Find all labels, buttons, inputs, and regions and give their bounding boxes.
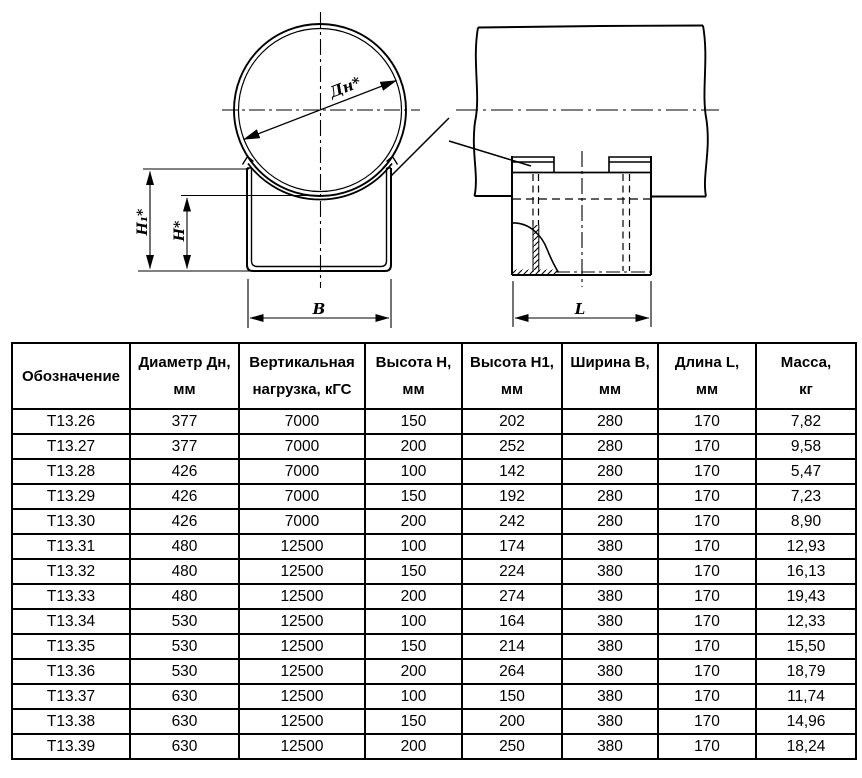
- pipe-top-edge: [478, 26, 703, 28]
- table-cell: 530: [130, 634, 239, 659]
- table-cell: 7000: [239, 459, 365, 484]
- table-cell: Т13.27: [12, 434, 130, 459]
- table-cell: 12500: [239, 609, 365, 634]
- table-cell: 630: [130, 734, 239, 759]
- table-row: [12, 684, 856, 709]
- table-cell: 12500: [239, 684, 365, 709]
- table-row: [12, 409, 856, 434]
- table-row: [12, 634, 856, 659]
- table-cell: 200: [365, 734, 462, 759]
- table-row: [12, 484, 856, 509]
- table-cell: Т13.32: [12, 559, 130, 584]
- table-body: [12, 409, 856, 759]
- table-cell: 242: [462, 509, 562, 534]
- table-cell: 12500: [239, 734, 365, 759]
- table-cell: 170: [658, 459, 756, 484]
- label-height-h1: Н₁*: [135, 208, 151, 236]
- table-cell: 274: [462, 584, 562, 609]
- table-cell: 426: [130, 509, 239, 534]
- table-cell: 200: [365, 509, 462, 534]
- table-cell: 7000: [239, 509, 365, 534]
- column-header: Диаметр Дн, мм: [130, 343, 239, 409]
- table-cell: Т13.38: [12, 709, 130, 734]
- section-hatch-wall: [533, 225, 539, 272]
- table-row: [12, 609, 856, 634]
- column-header: Ширина В, мм: [562, 343, 658, 409]
- table-row: [12, 559, 856, 584]
- table-row: [12, 534, 856, 559]
- table-cell: 170: [658, 609, 756, 634]
- column-header: Длина L, мм: [658, 343, 756, 409]
- table-container: [11, 342, 857, 760]
- table-cell: 150: [365, 709, 462, 734]
- table-cell: 150: [365, 634, 462, 659]
- table-cell: 380: [562, 659, 658, 684]
- table-cell: Т13.35: [12, 634, 130, 659]
- table-cell: 174: [462, 534, 562, 559]
- table-cell: 16,13: [756, 559, 856, 584]
- table-cell: Т13.34: [12, 609, 130, 634]
- table-cell: 380: [562, 584, 658, 609]
- table-cell: 7000: [239, 409, 365, 434]
- table-cell: 12500: [239, 634, 365, 659]
- column-header: Вертикальная нагрузка, кГС: [239, 343, 365, 409]
- column-header: Высота Н1, мм: [462, 343, 562, 409]
- pipe-bottom-edge: [475, 196, 707, 197]
- table-row: [12, 584, 856, 609]
- table-cell: 7,82: [756, 409, 856, 434]
- table-cell: 18,24: [756, 734, 856, 759]
- table-cell: 12500: [239, 659, 365, 684]
- table-cell: 15,50: [756, 634, 856, 659]
- table-cell: 100: [365, 534, 462, 559]
- table-row: [12, 709, 856, 734]
- front-view: [135, 12, 420, 328]
- table-cell: Т13.31: [12, 534, 130, 559]
- table-cell: Т13.30: [12, 509, 130, 534]
- support-tab-left: [512, 157, 554, 173]
- table-cell: 170: [658, 634, 756, 659]
- table-cell: 380: [562, 609, 658, 634]
- dimensions-table: [11, 342, 857, 760]
- table-cell: 380: [562, 559, 658, 584]
- table-cell: 150: [462, 684, 562, 709]
- table-cell: 377: [130, 434, 239, 459]
- table-cell: 170: [658, 534, 756, 559]
- table-cell: 12,93: [756, 534, 856, 559]
- column-header: Обозначение: [12, 343, 130, 409]
- dimension-h1: [138, 169, 250, 271]
- table-cell: 200: [365, 659, 462, 684]
- table-cell: 480: [130, 534, 239, 559]
- table-cell: 630: [130, 684, 239, 709]
- table-cell: 150: [365, 409, 462, 434]
- table-cell: 5,47: [756, 459, 856, 484]
- table-row: [12, 509, 856, 534]
- table-cell: 214: [462, 634, 562, 659]
- hidden-wall-lines-right: [623, 174, 630, 271]
- table-cell: 280: [562, 484, 658, 509]
- table-cell: 250: [462, 734, 562, 759]
- table-cell: 8,90: [756, 509, 856, 534]
- table-row: [12, 734, 856, 759]
- table-cell: 280: [562, 509, 658, 534]
- table-cell: 252: [462, 434, 562, 459]
- table-cell: 480: [130, 584, 239, 609]
- table-cell: 630: [130, 709, 239, 734]
- label-width-b: В: [312, 300, 326, 318]
- header-row: [12, 343, 856, 409]
- side-view: [391, 26, 719, 328]
- table-cell: 170: [658, 484, 756, 509]
- table-cell: Т13.39: [12, 734, 130, 759]
- table-cell: 480: [130, 559, 239, 584]
- table-cell: Т13.33: [12, 584, 130, 609]
- label-length-l: L: [574, 300, 586, 318]
- table-cell: 380: [562, 734, 658, 759]
- table-cell: 170: [658, 509, 756, 534]
- pipe-break-line-left: [474, 28, 478, 197]
- table-cell: Т13.28: [12, 459, 130, 484]
- table-cell: 280: [562, 409, 658, 434]
- table-row: [12, 434, 856, 459]
- table-cell: 200: [462, 709, 562, 734]
- column-header: Высота Н, мм: [365, 343, 462, 409]
- table-cell: 200: [365, 584, 462, 609]
- table-cell: 12,33: [756, 609, 856, 634]
- table-cell: 14,96: [756, 709, 856, 734]
- table-cell: 426: [130, 459, 239, 484]
- table-cell: 142: [462, 459, 562, 484]
- table-cell: Т13.26: [12, 409, 130, 434]
- table-cell: 170: [658, 709, 756, 734]
- table-cell: 12500: [239, 709, 365, 734]
- table-cell: Т13.36: [12, 659, 130, 684]
- table-cell: 9,58: [756, 434, 856, 459]
- table-cell: 202: [462, 409, 562, 434]
- table-cell: 170: [658, 559, 756, 584]
- table-cell: 170: [658, 584, 756, 609]
- table-cell: 7000: [239, 434, 365, 459]
- table-cell: 280: [562, 434, 658, 459]
- table-cell: 100: [365, 609, 462, 634]
- table-cell: Т13.37: [12, 684, 130, 709]
- table-cell: 192: [462, 484, 562, 509]
- table-cell: 19,43: [756, 584, 856, 609]
- table-cell: 380: [562, 709, 658, 734]
- table-cell: 170: [658, 659, 756, 684]
- leader-line-2: [449, 141, 531, 166]
- table-cell: 150: [365, 559, 462, 584]
- table-cell: 530: [130, 659, 239, 684]
- table-cell: 11,74: [756, 684, 856, 709]
- support-tab-right: [609, 157, 651, 173]
- label-diameter: Дн*: [326, 73, 364, 102]
- table-row: [12, 659, 856, 684]
- table-cell: 170: [658, 684, 756, 709]
- table-cell: 380: [562, 684, 658, 709]
- table-cell: 377: [130, 409, 239, 434]
- table-cell: 280: [562, 459, 658, 484]
- table-cell: 12500: [239, 534, 365, 559]
- section-hatch-bottom: [513, 270, 558, 276]
- table-cell: 7,23: [756, 484, 856, 509]
- table-cell: 170: [658, 734, 756, 759]
- table-cell: 7000: [239, 484, 365, 509]
- table-cell: 12500: [239, 584, 365, 609]
- table-cell: 380: [562, 534, 658, 559]
- table-cell: 12500: [239, 559, 365, 584]
- table-cell: 170: [658, 409, 756, 434]
- table-row: [12, 459, 856, 484]
- table-cell: 380: [562, 634, 658, 659]
- table-cell: 224: [462, 559, 562, 584]
- pipe-break-line-right: [703, 26, 708, 197]
- label-height-h: Н*: [172, 220, 188, 242]
- table-cell: 164: [462, 609, 562, 634]
- table-cell: 18,79: [756, 659, 856, 684]
- column-header: Масса, кг: [756, 343, 856, 409]
- table-cell: 200: [365, 434, 462, 459]
- table-cell: 150: [365, 484, 462, 509]
- table-cell: Т13.29: [12, 484, 130, 509]
- table-cell: 426: [130, 484, 239, 509]
- table-cell: 100: [365, 684, 462, 709]
- table-cell: 100: [365, 459, 462, 484]
- table-cell: 170: [658, 434, 756, 459]
- technical-drawing: [0, 0, 862, 340]
- table-cell: 264: [462, 659, 562, 684]
- table-cell: 530: [130, 609, 239, 634]
